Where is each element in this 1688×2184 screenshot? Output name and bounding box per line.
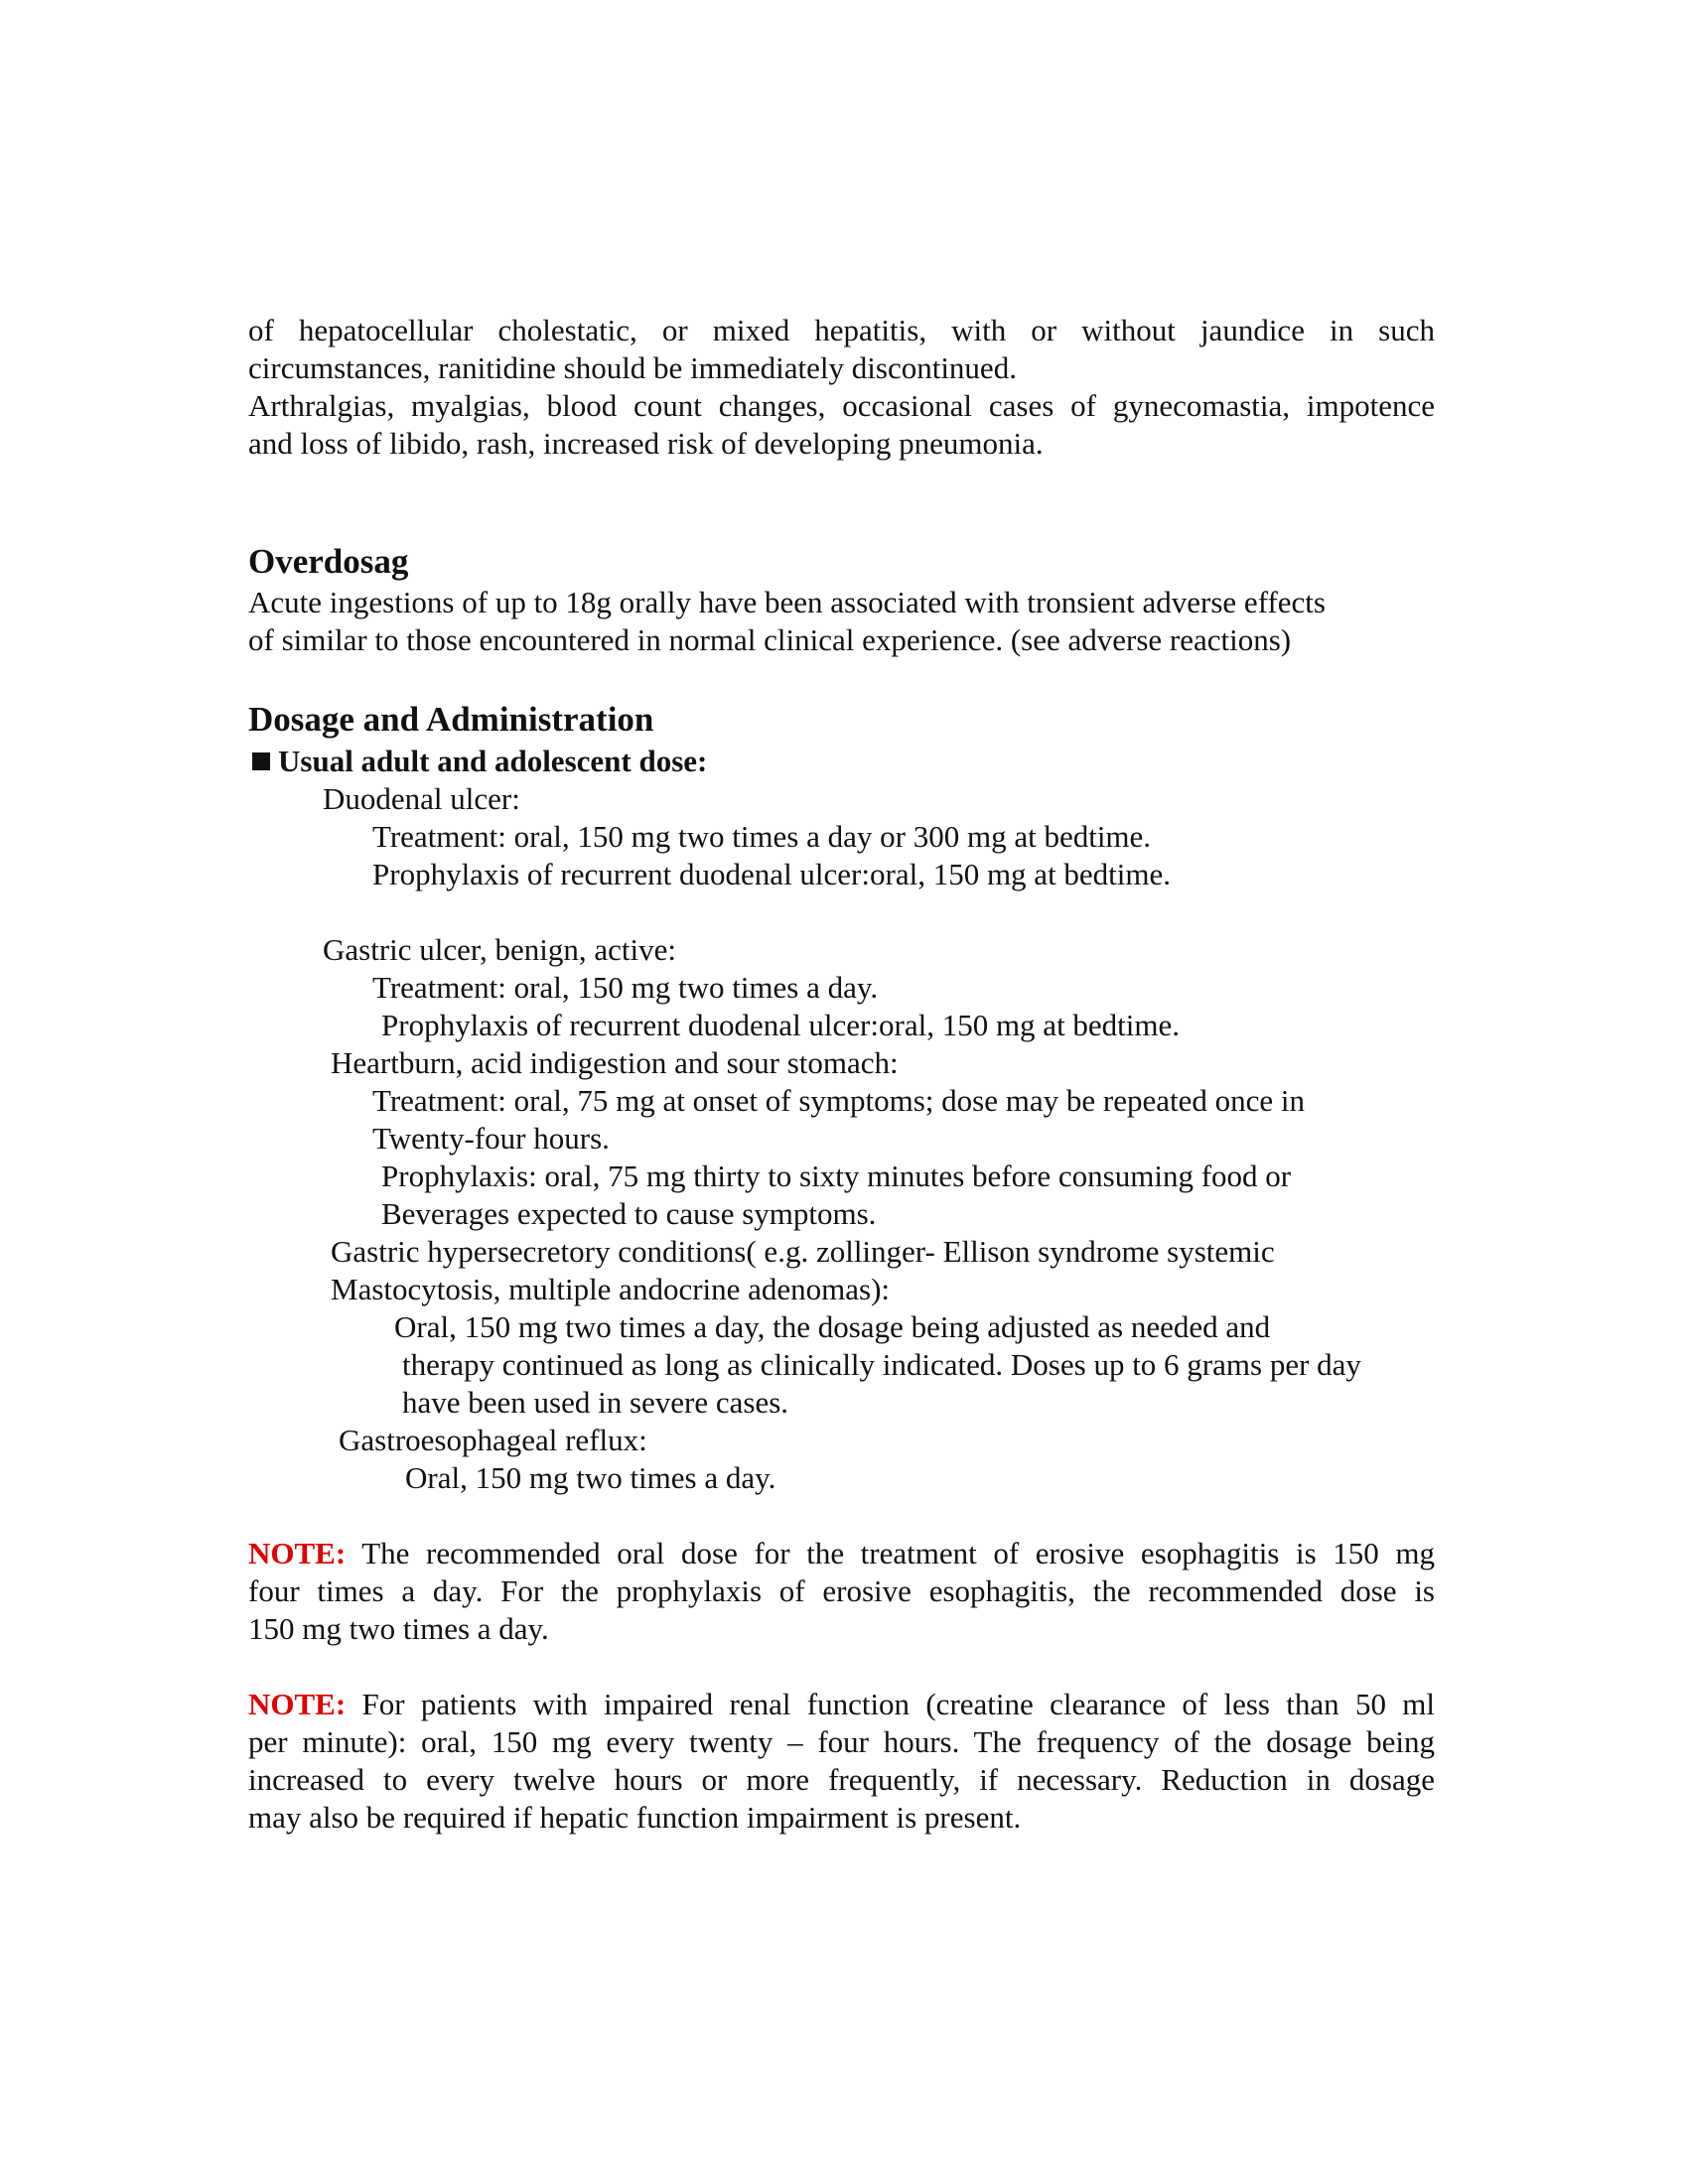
- dosage-line: Duodenal ulcer:: [323, 781, 520, 816]
- square-bullet-icon: [252, 752, 270, 770]
- dosage-line: have been used in severe cases.: [402, 1385, 789, 1420]
- adverse-line-2: circumstances, ranitidine should be immediately discontinued.: [248, 350, 1017, 385]
- usual-dose-subheading: [252, 743, 707, 780]
- dosage-line: Oral, 150 mg two times a day.: [405, 1460, 776, 1495]
- dosage-line: Prophylaxis of recurrent duodenal ulcer:oral, 150 mg at bedtime.: [372, 857, 1172, 891]
- note-2-line-3: increased to every twelve hours or more frequently, if necessary. Reduction in dosage: [248, 1762, 1435, 1797]
- adverse-line-4: and loss of libido, rash, increased risk of developing pneumonia.: [248, 426, 1044, 461]
- dosage-line: Treatment: oral, 150 mg two times a day.: [372, 970, 879, 1005]
- overdosage-heading: Overdosag: [248, 542, 409, 581]
- dosage-line: Twenty-four hours.: [372, 1121, 610, 1156]
- note-2-text: For patients with impaired renal function (creatine clearance of less than 50 ml: [361, 1687, 1435, 1721]
- note-1-line-2: four times a day. For the prophylaxis of erosive esophagitis, the recommended dose is: [248, 1573, 1435, 1608]
- dosage-line: Gastric hypersecretory conditions( e.g. zollinger- Ellison syndrome systemic: [331, 1234, 1275, 1269]
- dosage-line: Heartburn, acid indigestion and sour stomach:: [331, 1045, 899, 1080]
- adverse-line-3: Arthralgias, myalgias, blood count changes, occasional cases of gynecomastia, impotence: [248, 388, 1435, 423]
- note-2-line-4: may also be required if hepatic function impairment is present.: [248, 1800, 1022, 1835]
- dosage-line: Treatment: oral, 75 mg at onset of symptoms; dose may be repeated once in: [372, 1083, 1305, 1118]
- dosage-line: Prophylaxis: oral, 75 mg thirty to sixty minutes before consuming food or: [381, 1159, 1292, 1193]
- dosage-line: Treatment: oral, 150 mg two times a day or 300 mg at bedtime.: [372, 819, 1152, 854]
- dosage-line: therapy continued as long as clinically indicated. Doses up to 6 grams per day: [402, 1347, 1361, 1382]
- dosage-line: Gastric ulcer, benign, active:: [323, 932, 676, 967]
- note-2-line-1: [248, 1686, 1435, 1723]
- note-2-label: NOTE:: [248, 1687, 347, 1721]
- note-1-label: NOTE:: [248, 1536, 347, 1570]
- dosage-line: Gastroesophageal reflux:: [339, 1423, 647, 1457]
- usual-dose-label: Usual adult and adolescent dose:: [278, 744, 708, 778]
- dosage-line: Oral, 150 mg two times a day, the dosage being adjusted as needed and: [394, 1309, 1271, 1344]
- note-1-line-1: [248, 1535, 1435, 1572]
- dosage-heading: Dosage and Administration: [248, 700, 654, 739]
- note-2-line-2: per minute): oral, 150 mg every twenty – four hours. The frequency of the dosage being: [248, 1724, 1435, 1759]
- note-1-text: The recommended oral dose for the treatment of erosive esophagitis is 150 mg: [361, 1536, 1435, 1570]
- dosage-line: Beverages expected to cause symptoms.: [381, 1196, 877, 1231]
- dosage-line: Prophylaxis of recurrent duodenal ulcer:oral, 150 mg at bedtime.: [381, 1008, 1181, 1042]
- dosage-line: Mastocytosis, multiple andocrine adenomas):: [331, 1272, 891, 1306]
- adverse-line-1: of hepatocellular cholestatic, or mixed hepatitis, with or without jaundice in such: [248, 313, 1435, 347]
- overdosage-line-2: of similar to those encountered in normal clinical experience. (see adverse reactions): [248, 622, 1292, 657]
- overdosage-line-1: Acute ingestions of up to 18g orally have been associated with tronsient adverse effects: [248, 585, 1326, 619]
- note-1-line-3: 150 mg two times a day.: [248, 1611, 549, 1646]
